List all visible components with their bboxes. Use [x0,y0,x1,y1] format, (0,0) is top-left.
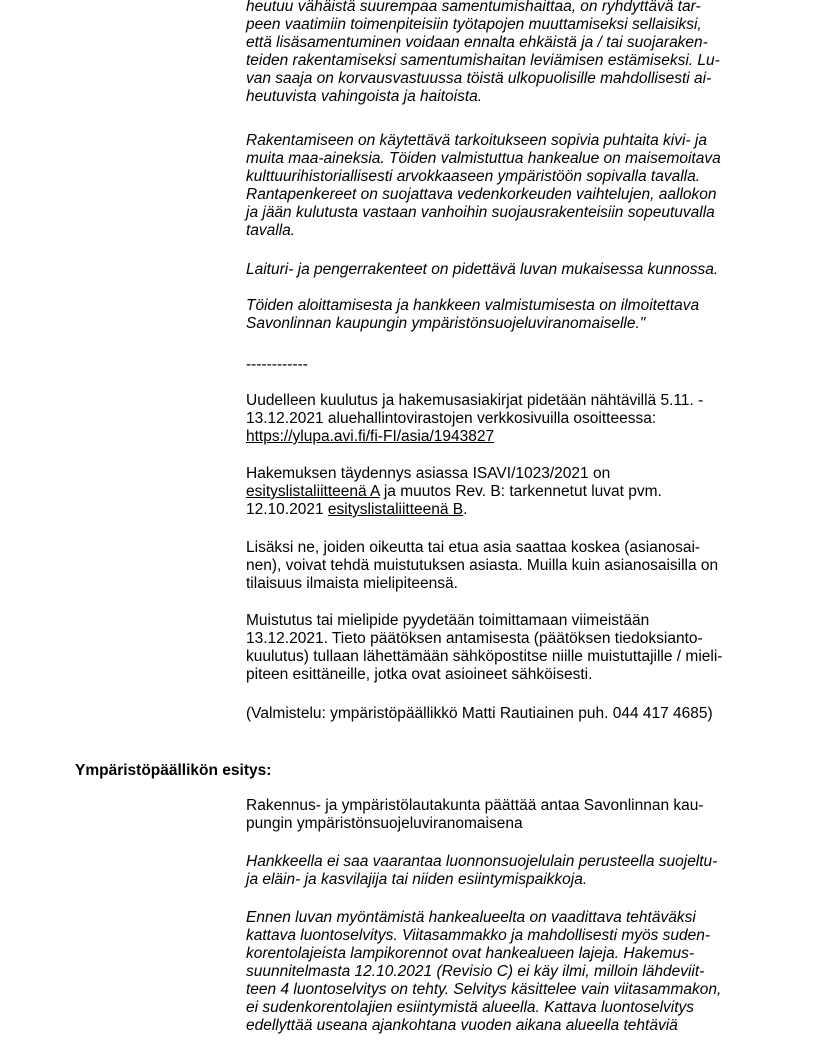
text-line: peen vaatimiin toimenpiteisiin työtapojen muuttamiseksi sellaisiksi, [246,16,702,33]
text-line: 13.12.2021 aluehallintovirastojen verkkosivuilla osoitteessa: [246,410,657,427]
text-line: Uudelleen kuulutus ja hakemusasiakirjat pidetään nähtävillä 5.11. - [246,392,704,409]
text-line: heutuvista vahingoista ja haitoista. [246,88,483,105]
text-line: Laituri- ja pengerrakenteet on pidettävä luvan mukaisessa kunnossa. [246,261,719,278]
text-line: Ennen luvan myöntämistä hankealueelta on vaadittava tehtäväksi [246,909,696,926]
text-fragment: 12.10.2021 [246,501,328,518]
text-line: Rakentamiseen on käytettävä tarkoitukseen sopivia puhtaita kivi- ja [246,132,707,149]
text-line: Hakemuksen täydennys asiassa ISAVI/1023/2021 on [246,465,611,482]
proposal-quote-species [246,853,752,889]
attachment-a-link[interactable]: esityslistaliitteenä A [246,483,380,500]
attachment-b-link[interactable]: esityslistaliitteenä B [327,501,464,518]
quote-paragraph-maintenance [246,261,752,279]
supplement-paragraph [246,465,752,519]
text-line: ja eläin- ja kasvilajija tai niiden esiintymispaikkoja. [246,871,588,888]
text-line: tavalla. [246,222,296,239]
text-line: Savonlinnan kaupungin ympäristönsuojeluviranomaiselle." [246,315,646,332]
text-line: Töiden aloittamisesta ja hankkeen valmistumisesta on ilmoitettava [246,297,700,314]
proposal-quote-survey [246,909,752,1035]
application-url-link[interactable]: https://ylupa.avi.fi/fi-FI/asia/1943827 [246,428,495,445]
text-line: teen 4 luontoselvitys on tehty. Selvitys käsittelee vain viitasammakon, [246,981,722,998]
text-line: kulttuurihistoriallisesti arvokkaaseen ympäristöön sopivalla tavalla. [246,168,701,185]
proposal-intro [246,797,752,833]
text-line: pungin ympäristönsuojeluviranomaisena [246,815,523,832]
text-line: ja jään kulutusta vastaan vanhoihin suojausrakenteisiin sopeutuvalla [246,204,715,221]
text-line: suunnitelmasta 12.10.2021 (Revisio C) ei käy ilmi, milloin lähdeviit- [246,963,705,980]
separator-text: ------------ [246,356,308,373]
text-fragment: ja muutos Rev. B: tarkennetut luvat pvm. [379,483,662,500]
quote-paragraph-pollution [246,0,752,106]
text-line: kattava luontoselvitys. Viitasammakko ja mahdollisesti myös suden- [246,927,711,944]
text-line: tilaisuus ilmaista mielipiteensä. [246,575,458,592]
text-line: että lisäsamentuminen voidaan ennalta ehkäistä ja / tai suojaraken- [246,34,708,51]
text-line: van saaja on korvausvastuussa töistä ulkopuolisille mahdollisesti ai- [246,70,712,87]
parties-paragraph [246,539,752,593]
quote-paragraph-notification [246,297,752,333]
text-line: kuulutus) tullaan lähettämään sähköpostitse niille muistuttajille / mieli- [246,648,723,665]
deadline-paragraph [246,612,752,684]
text-line: (Valmistelu: ympäristöpäällikkö Matti Rautiainen puh. 044 417 4685) [246,705,713,722]
separator-line [246,356,752,374]
proposal-heading: Ympäristöpäällikön esitys: [75,762,272,779]
text-line: ei sudenkorentolajien esiintymistä alueella. Kattava luontoselvitys [246,999,695,1016]
text-line: heutuu vähäistä suurempaa samentumishaittaa, on ryhdyttävä tar- [246,0,701,15]
text-line: Hankkeella ei saa vaarantaa luonnonsuojelulain perusteella suojeltu- [246,853,718,870]
text-line: teiden rakentamiseksi samentumishaitan leviämisen estämiseksi. Lu- [246,52,720,69]
text-line: piteen esittäneille, jotka ovat asioineet sähköisesti. [246,666,593,683]
text-line: korentolajeista lampikorennot ovat hankealueen lajeja. Hakemus- [246,945,695,962]
text-line: Lisäksi ne, joiden oikeutta tai etua asia saattaa koskea (asianosai- [246,539,701,556]
text-line: Rantapenkereet on suojattava vedenkorkeuden vaihtelujen, aallokon [246,186,717,203]
quote-paragraph-materials [246,132,752,240]
notice-paragraph [246,392,752,446]
text-line: Rakennus- ja ympäristölautakunta päättää antaa Savonlinnan kau- [246,797,704,814]
text-fragment: . [463,501,468,518]
preparer-note [246,705,752,723]
text-line: Muistutus tai mielipide pyydetään toimittamaan viimeistään [246,612,650,629]
text-line: edellyttää useana ajankohtana vuoden aikana alueella tehtäviä [246,1017,678,1034]
text-line: muita maa-aineksia. Töiden valmistuttua hankealue on maisemoitava [246,150,721,167]
text-line: nen), voivat tehdä muistutuksen asiasta. Muilla kuin asianosaisilla on [246,557,719,574]
text-line: 13.12.2021. Tieto päätöksen antamisesta (päätöksen tiedoksianto- [246,630,703,647]
